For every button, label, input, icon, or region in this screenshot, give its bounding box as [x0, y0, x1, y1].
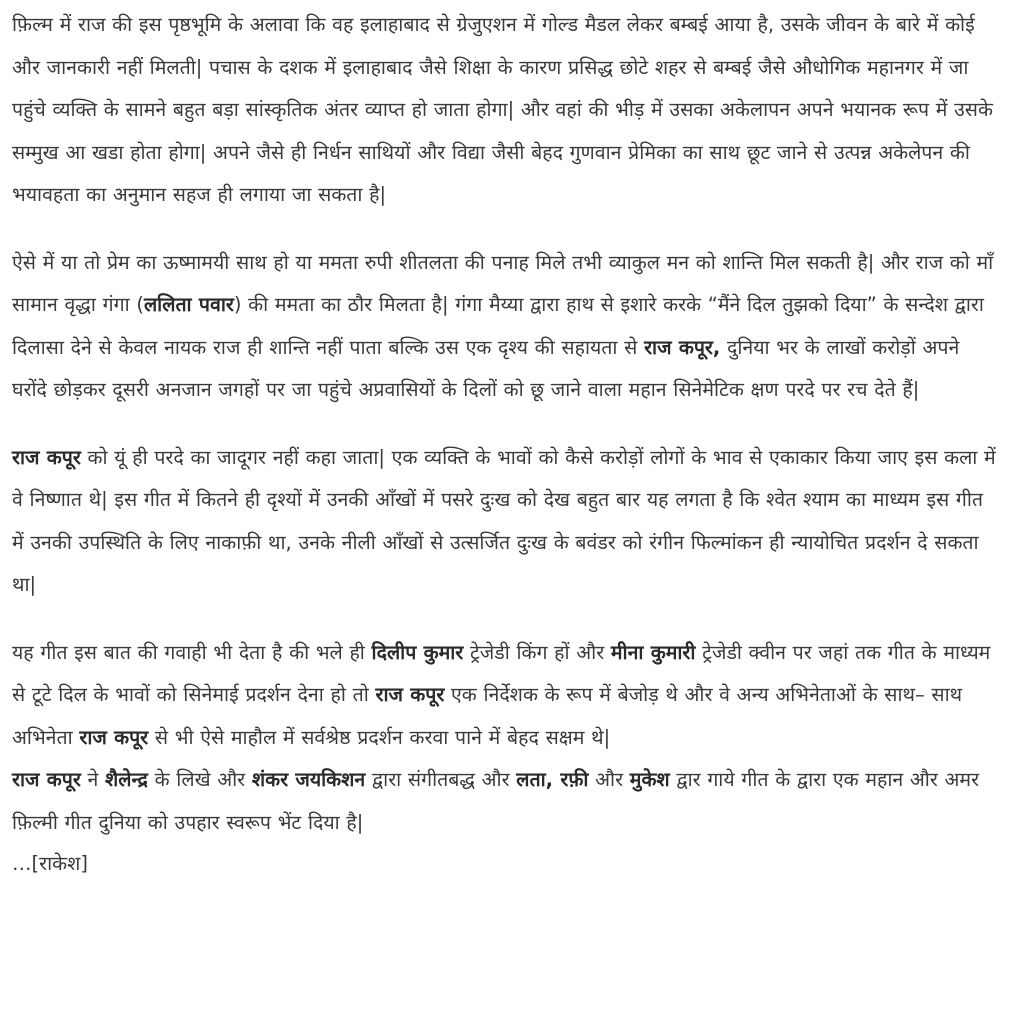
paragraph-gap [12, 607, 996, 632]
director-name: राज कपूर [79, 725, 149, 749]
actor-name: ललिता पवार [143, 293, 234, 316]
text: एक निर्देशक के रूप में बेजोड़ थे और वे अन्य अभिनेताओं के साथ– साथ अभिनेता [12, 683, 963, 749]
author-signature: …[राकेश] [12, 852, 88, 875]
lyricist-name: शैलेन्द्र [105, 768, 148, 791]
text: से भी ऐसे माहौल में सर्वश्रेष्ठ प्रदर्शन करवा पाने में बेहद सक्षम थे| [148, 725, 611, 749]
text: और [588, 768, 630, 791]
paragraph-5 [12, 759, 996, 844]
director-name: राज कपूर [12, 445, 81, 469]
paragraph-3 [12, 437, 996, 607]
text: ऐसे में या तो प्रेम का ऊष्मामयी साथ हो या ममता रुपी शीतलता की पनाह मिले तभी व्याकुल मन को शान्ति मिल सकती है| और राज को माँ सामान वृद्धा गंगा ( [12, 250, 994, 316]
text: को यूं ही परदे का जादूगर नहीं कहा जाता| एक व्यक्ति के भावों को कैसे करोड़ों लोगों के भाव से एकाकार किया जाए इस कला में वे निष्णात थे| इस गीत में कितने ही दृश्यों में उनकी आँखों में पसरे दुःख को देख बहुत बार यह लगता है कि श्वेत श्याम का माध्यम इस गीत में उनकी उपस्थिति के लिए नाकाफ़ी था, उनके नीली आँखों से उत्सर्जित दुःख के बवंडर को रंगीन फिल्मांकन ही न्यायोचित प्रदर्शन दे सकता था| [12, 445, 996, 596]
director-name: राज कपूर, [644, 335, 721, 359]
text: फ़िल्म में राज की इस पृष्ठभूमि के अलावा कि वह इलाहाबाद से ग्रेजुएशन में गोल्ड मैडल लेकर बम्बई आया है, उसके जीवन के बारे में कोई और जानकारी नहीं मिलती| पचास के दशक में इलाहाबाद जैसे शिक्षा के कारण प्रसिद्ध छोटे शहर से बम्बई जैसे औधोगिक महानगर में जा पहुंचे व्यक्ति के सामने बहुत बड़ा सांस्कृतिक अंतर व्याप्त हो जाता होगा| और वहां की भीड़ में उसका अकेलापन अपने भयानक रूप में उसके सम्मुख आ खडा होता होगा| अपने जैसे ही निर्धन साथियों और विद्या जैसी बेहद गुणवान प्रेमिका का साथ छूट जाने से उत्पन्न अकेलेपन की भयावहता का अनुमान सहज ही लगाया जा सकता है| [12, 13, 993, 206]
actor-name: दिलीप कुमार [371, 640, 464, 664]
text: ने [80, 768, 106, 791]
director-name: राज कपूर [375, 683, 445, 706]
actor-name: मीना कुमारी [610, 640, 696, 664]
paragraph-2 [12, 242, 996, 412]
singer-names: लता, रफ़ी [516, 768, 589, 791]
paragraph-1 [12, 4, 996, 217]
paragraph-gap [12, 217, 996, 242]
paragraph-gap [12, 412, 996, 437]
text: द्वारा संगीतबद्ध और [365, 768, 517, 791]
singer-name: मुकेश [629, 768, 670, 791]
text: यह गीत इस बात की गवाही भी देता है की भले ही [12, 640, 372, 664]
composer-name: शंकर जयकिशन [251, 768, 366, 791]
text: ) की ममता का ठौर मिलता है| गंगा मैय्या द्वारा हाथ से इशारे करके “मैंने दिल तुझको दिया” के सन्देश द्वारा दिलासा देने से केवल नायक राज ही शान्ति नहीं पाता बल्कि उस एक दृश्य की सहायता से [12, 293, 984, 359]
text: ट्रेजेडी क्वीन पर जहां तक गीत के माध्यम से टूटे दिल के भावों को सिनेमाई प्रदर्शन देना हो तो [12, 640, 991, 706]
text: द्वार गाये गीत के द्वारा एक महान और अमर फ़िल्मी गीत दुनिया को उपहार स्वरूप भेंट दिया है| [12, 768, 980, 834]
director-name: राज कपूर [12, 768, 81, 791]
text: ट्रेजेडी किंग हों और [463, 640, 611, 664]
text: दुनिया भर के लाखों करोड़ों अपने घरोंदे छोड़कर दूसरी अनजान जगहों पर जा पहुंचे अप्रवासियों के दिलों को छू जाने वाला महान सिनेमेटिक क्षण परदे पर रच देते हैं| [12, 335, 960, 401]
text: के लिखे और [147, 768, 252, 791]
paragraph-4 [12, 632, 996, 760]
